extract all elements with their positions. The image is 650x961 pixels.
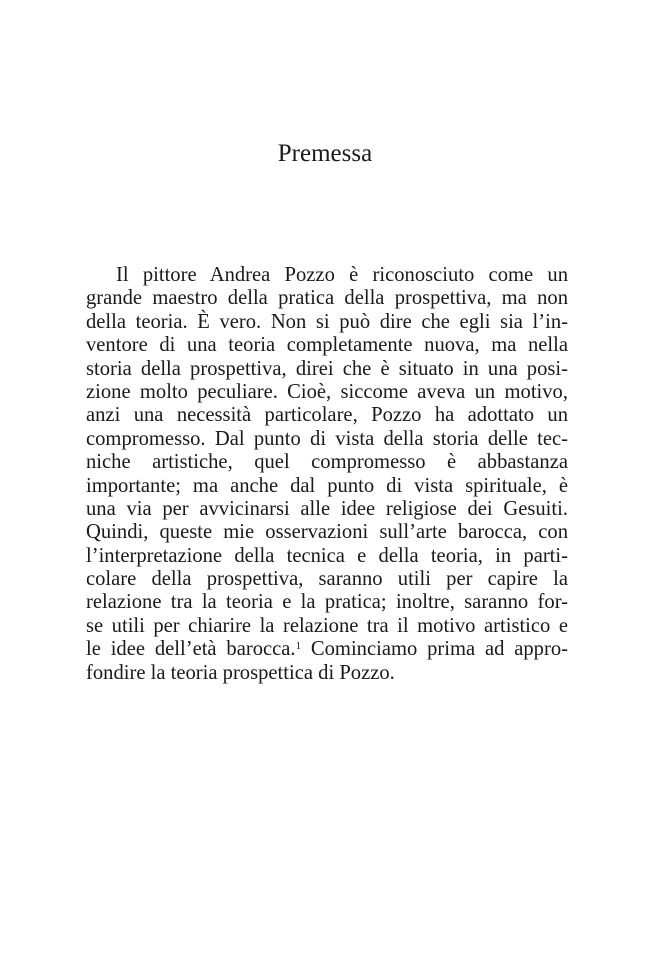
footnote-reference[interactable]: 1 (295, 640, 302, 653)
text-line-last: fondire la teoria prospettica di Pozzo. (86, 661, 395, 684)
text-line: colare della prospettiva, saranno utili per capire la (86, 568, 568, 591)
text-line-with-footnote (86, 638, 568, 661)
text-segment: Cominciamo prima ad appro- (301, 638, 568, 661)
page-title: Premessa (277, 140, 373, 167)
text-line: l’interpretazione della tecnica e della teoria, in parti- (86, 544, 568, 567)
text-line: della teoria. È vero. Non si può dire che egli sia l’in- (86, 310, 568, 333)
body-paragraph (86, 264, 568, 685)
text-line: niche artistiche, quel compromesso è abbastanza (86, 451, 568, 474)
text-segment: le idee dell’età barocca. (86, 638, 296, 661)
text-line: se utili per chiarire la relazione tra il motivo artistico e (86, 614, 568, 637)
text-line: compromesso. Dal punto di vista della storia delle tec- (86, 427, 568, 450)
text-line: zione molto peculiare. Cioè, siccome aveva un motivo, (86, 380, 568, 403)
text-line: Quindi, queste mie osservazioni sull’arte barocca, con (86, 521, 568, 544)
text-line: Il pittore Andrea Pozzo è riconosciuto come un (116, 264, 568, 286)
text-line: ventore di una teoria completamente nuova, ma nella (86, 334, 568, 357)
text-line: importante; ma anche dal punto di vista spirituale, è (86, 474, 568, 497)
text-line: relazione tra la teoria e la pratica; inoltre, saranno for- (86, 591, 568, 614)
text-line: una via per avvicinarsi alle idee religiose dei Gesuiti. (86, 497, 568, 520)
text-line: anzi una necessità particolare, Pozzo ha adottato un (86, 404, 568, 427)
text-line: storia della prospettiva, direi che è situato in una posi- (86, 357, 568, 380)
text-line: grande maestro della pratica della prospettiva, ma non (86, 287, 568, 310)
